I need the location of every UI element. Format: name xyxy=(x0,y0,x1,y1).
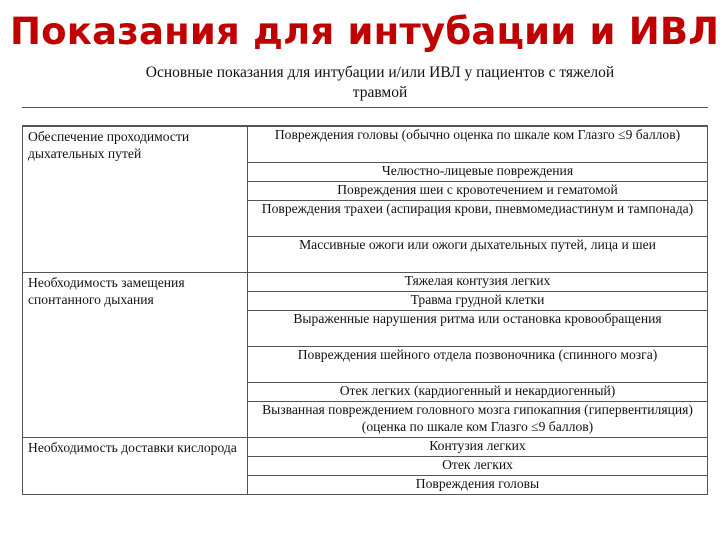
indications-table-frame xyxy=(22,107,708,538)
indication-cell: Отек легких (кардиогенный и некардиогенный) xyxy=(248,383,708,402)
slide-title: Показания для интубации и ИВЛ xyxy=(10,10,720,53)
indication-cell: Контузия легких xyxy=(248,438,708,457)
indication-cell: Повреждения головы xyxy=(248,476,708,495)
category-airway: Обеспечение проходимости дыхательных путей xyxy=(23,127,248,273)
indication-cell: Выраженные нарушения ритма или остановка кровообращения xyxy=(248,311,708,347)
indication-cell: Повреждения головы (обычно оценка по шкале ком Глазго ≤9 баллов) xyxy=(248,127,708,163)
indication-cell: Травма грудной клетки xyxy=(248,292,708,311)
table-row xyxy=(23,438,708,457)
table-header-row xyxy=(22,108,708,126)
indication-cell: Тяжелая контузия легких xyxy=(248,273,708,292)
indication-cell: Повреждения шейного отдела позвоночника (спинного мозга) xyxy=(248,347,708,383)
indication-cell: Массивные ожоги или ожоги дыхательных путей, лица и шеи xyxy=(248,237,708,273)
table-caption xyxy=(40,63,720,103)
indication-cell: Челюстно-лицевые повреждения xyxy=(248,163,708,182)
caption-line-1: Основные показания для интубации и/или ИВЛ у пациентов с тяжелой xyxy=(145,64,615,81)
indication-cell: Отек легких xyxy=(248,457,708,476)
indications-table xyxy=(22,126,708,495)
indication-cell: Повреждения трахеи (аспирация крови, пневмомедиастинум и тампонада) xyxy=(248,201,708,237)
table-row xyxy=(23,273,708,292)
indication-cell: Повреждения шеи с кровотечением и гематомой xyxy=(248,182,708,201)
caption-line-2: травмой xyxy=(352,84,408,101)
table-row xyxy=(23,127,708,163)
indication-cell: Вызванная повреждением головного мозга гипокапния (гипервентиляция) (оценка по шкале ком Глазго ≤9 баллов) xyxy=(248,402,708,438)
category-oxygen: Необходимость доставки кислорода xyxy=(23,438,248,495)
category-ventilation: Необходимость замещения спонтанного дыхания xyxy=(23,273,248,438)
